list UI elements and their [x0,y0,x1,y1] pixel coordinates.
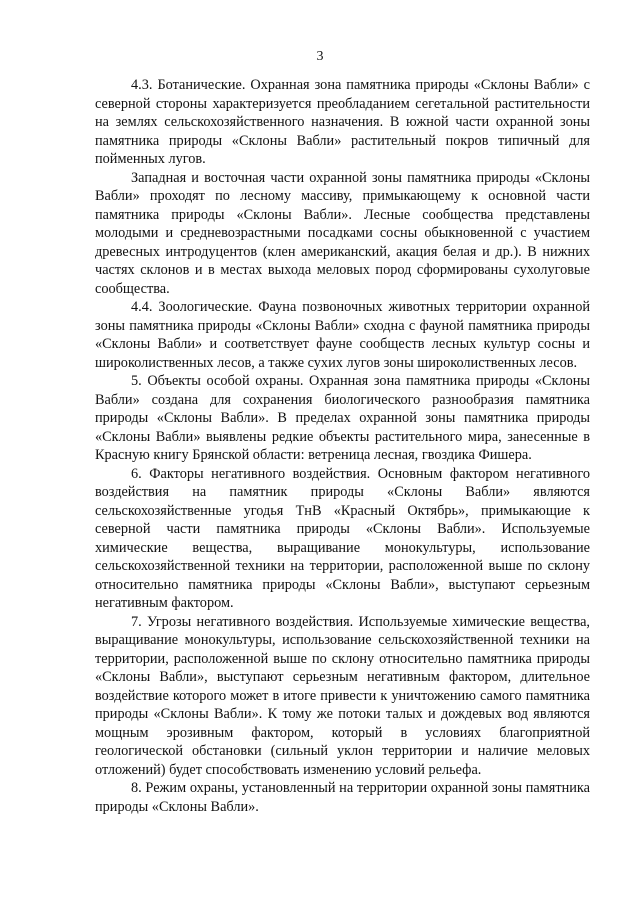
paragraph-protected-objects: 5. Объекты особой охраны. Охранная зона памятника природы «Склоны Вабли» создана для сохранения биологического разнообразия памятника природы «Склоны Вабли». В пределах охранной зоны памятника природы «Склоны Вабли» выявлены редкие объекты растительного мира, занесенные в Красную книгу Брянской области: ветреница лесная, гвоздика Фишера. [95,373,590,463]
document-body [95,76,590,816]
page-number: 3 [316,49,324,64]
paragraph-zoological: 4.4. Зоологические. Фауна позвоночных животных территории охранной зоны памятника природы «Склоны Вабли» сходна с фауной памятника природы «Склоны Вабли» и соответствует фауне сообществ лесных культур сосны и широколиственных лесов, а также сухих лугов зоны широколиственных лесов. [95,299,590,371]
paragraph-botanical: 4.3. Ботанические. Охранная зона памятника природы «Склоны Вабли» с северной стороны характеризуется преобладанием сегетальной растительности на землях сельскохозяйственного назначения. В южной части охранной зоны памятника природы «Склоны Вабли» растительный покров типичный для пойменных лугов. [95,77,590,167]
paragraph-forest-communities: Западная и восточная части охранной зоны памятника природы «Склоны Вабли» проходят по лесному массиву, примыкающему к основной части памятника природы «Склоны Вабли». Лесные сообщества представлены молодыми и средневозрастными посадками сосны обыкновенной с участием древесных интродуцентов (клен американский, акация белая и др.). В нижних частях склонов и в местах выхода меловых пород сформированы сухолуговые сообщества. [95,169,590,297]
paragraph-threats: 7. Угрозы негативного воздействия. Используемые химические вещества, выращивание монокультуры, использование сельскохозяйственной техники на территории, расположенной выше по склону относительно памятника природы «Склоны Вабли», выступают серьезным негативным фактором, длительное воздействие которого может в итоге привести к уничтожению самого памятника природы «Склоны Вабли». К тому же потоки талых и дождевых вод являются мощным эрозивным фактором, который в условиях благоприятной геологической обстановки (сильный уклон территории и наличие меловых отложений) будет способствовать изменению условий рельефа. [95,613,590,778]
paragraph-protection-regime: 8. Режим охраны, установленный на территории охранной зоны памятника природы «Склоны Вабли». [95,780,590,815]
paragraph-negative-factors: 6. Факторы негативного воздействия. Основным фактором негативного воздействия на памятник природы «Склоны Вабли» являются сельскохозяйственные угодья ТнВ «Красный Октябрь», примыкающие к северной части памятника природы «Склоны Вабли». Используемые химические вещества, выращивание монокультуры, использование сельскохозяйственной техники на территории, расположенной выше по склону относительно памятника природы «Склоны Вабли», выступают серьезным негативным фактором. [95,465,590,611]
